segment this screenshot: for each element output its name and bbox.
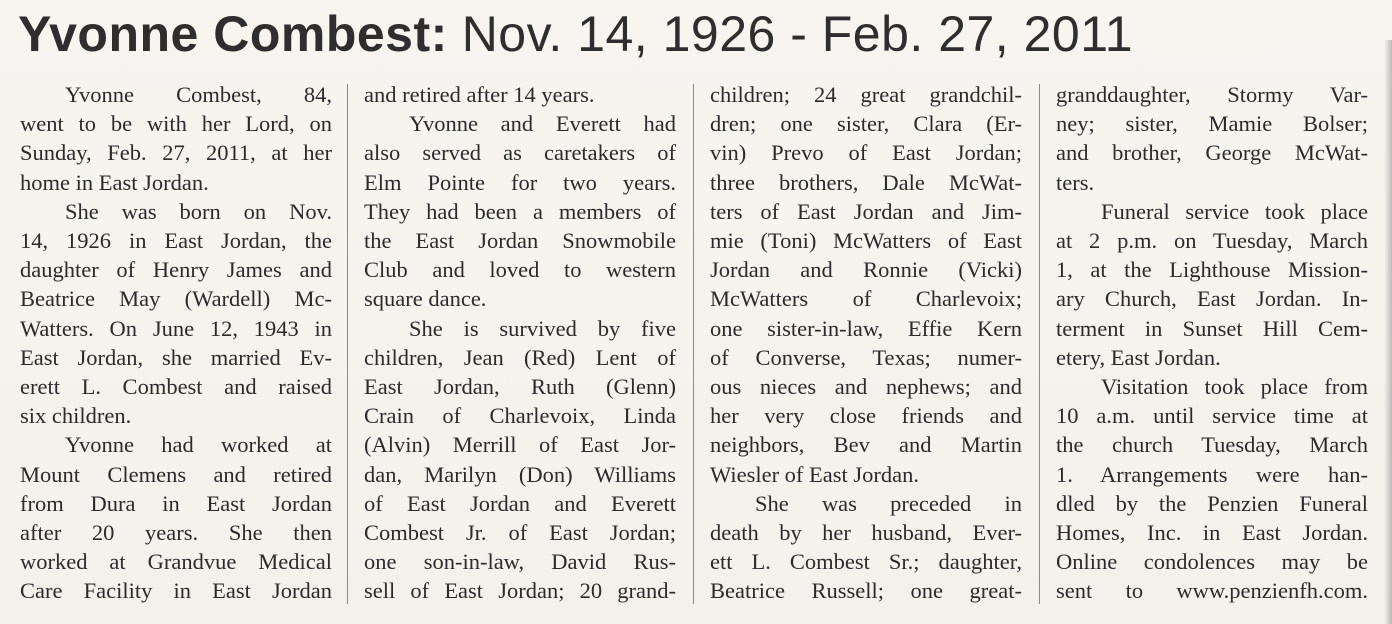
text-line: etery, East Jordan. bbox=[1056, 344, 1221, 370]
text-line: Watters. On June 12, 1943 in bbox=[20, 315, 332, 341]
text-line: ney; sister, Mamie Bolser; bbox=[1056, 111, 1368, 137]
text-line: the church Tuesday, March bbox=[1056, 432, 1368, 458]
text-line: death by her husband, Ever- bbox=[710, 520, 1022, 546]
text-line: from Dura in East Jordan bbox=[20, 490, 332, 516]
text-line: ary Church, East Jordan. In- bbox=[1056, 286, 1368, 312]
text-line: mie (Toni) McWatters of East bbox=[710, 228, 1022, 254]
text-line: erett L. Combest and raised bbox=[20, 374, 332, 400]
text-line: Mount Clemens and retired bbox=[20, 461, 332, 487]
text-line: She was preceded in bbox=[755, 490, 1022, 516]
text-line: 14, 1926 in East Jordan, the bbox=[20, 228, 332, 254]
text-line: Online condolences may be bbox=[1056, 549, 1368, 575]
text-line: Yvonne had worked at bbox=[65, 432, 332, 458]
text-line: vin) Prevo of East Jordan; bbox=[710, 140, 1022, 166]
text-line: Beatrice Russell; one great- bbox=[710, 578, 1022, 604]
text-line: children, Jean (Red) Lent of bbox=[364, 344, 676, 370]
text-line: Yvonne and Everett had bbox=[409, 111, 676, 137]
text-column-2 bbox=[364, 80, 676, 606]
text-line: Sunday, Feb. 27, 2011, at her bbox=[20, 140, 332, 166]
text-line: McWatters of Charlevoix; bbox=[710, 286, 1022, 312]
headline-name: Yvonne Combest: bbox=[18, 6, 448, 62]
text-line: East Jordan, she married Ev- bbox=[20, 344, 332, 370]
text-line: her very close friends and bbox=[710, 403, 1022, 429]
text-line: Beatrice May (Wardell) Mc- bbox=[20, 286, 332, 312]
column-rule bbox=[347, 84, 348, 604]
text-line: granddaughter, Stormy Var- bbox=[1056, 82, 1368, 107]
text-line: three brothers, Dale McWat- bbox=[710, 169, 1022, 195]
text-line: ters. bbox=[1056, 169, 1095, 195]
column-rule bbox=[693, 84, 694, 604]
text-line: sent to www.penzienfh.com. bbox=[1056, 578, 1368, 604]
text-line: children; 24 great grandchil- bbox=[710, 82, 1022, 107]
text-line: ett L. Combest Sr.; daughter, bbox=[710, 549, 1022, 575]
text-line: (Alvin) Merrill of East Jor- bbox=[364, 432, 676, 458]
text-column-3 bbox=[710, 80, 1022, 606]
text-line: Yvonne Combest, 84, bbox=[65, 82, 332, 107]
text-line: Care Facility in East Jordan bbox=[20, 578, 332, 604]
text-line: at 2 p.m. on Tuesday, March bbox=[1056, 228, 1368, 254]
text-line: Homes, Inc. in East Jordan. bbox=[1056, 520, 1368, 546]
text-line: Elm Pointe for two years. bbox=[364, 169, 676, 195]
text-line: and brother, George McWat- bbox=[1056, 140, 1368, 166]
page-edge-shadow bbox=[1384, 40, 1392, 624]
text-line: the East Jordan Snowmobile bbox=[364, 228, 676, 254]
text-line: She is survived by five bbox=[409, 315, 676, 341]
text-line: Combest Jr. of East Jordan; bbox=[364, 520, 676, 546]
text-line: went to be with her Lord, on bbox=[20, 111, 332, 137]
text-line: She was born on Nov. bbox=[65, 198, 332, 224]
text-line: 1. Arrangements were han- bbox=[1056, 461, 1368, 487]
text-line: dan, Marilyn (Don) Williams bbox=[364, 461, 676, 487]
text-line: square dance. bbox=[364, 286, 487, 312]
headline bbox=[18, 4, 1133, 64]
text-line: Funeral service took place bbox=[1101, 198, 1368, 224]
text-line: worked at Grandvue Medical bbox=[20, 549, 332, 575]
headline-dates: Nov. 14, 1926 - Feb. 27, 2011 bbox=[461, 6, 1134, 62]
text-line: East Jordan, Ruth (Glenn) bbox=[364, 374, 676, 400]
text-line: daughter of Henry James and bbox=[20, 257, 332, 283]
text-line: of East Jordan and Everett bbox=[364, 490, 676, 516]
text-line: one sister-in-law, Effie Kern bbox=[710, 315, 1022, 341]
text-line: and retired after 14 years. bbox=[364, 82, 595, 107]
text-line: Crain of Charlevoix, Linda bbox=[364, 403, 676, 429]
text-line: six children. bbox=[20, 403, 132, 429]
text-line: also served as caretakers of bbox=[364, 140, 676, 166]
text-line: after 20 years. She then bbox=[20, 520, 332, 546]
text-line: one son-in-law, David Rus- bbox=[364, 549, 676, 575]
text-line: ters of East Jordan and Jim- bbox=[710, 198, 1022, 224]
text-column-1 bbox=[20, 80, 332, 606]
text-line: They had been a members of bbox=[364, 198, 676, 224]
text-line: home in East Jordan. bbox=[20, 169, 209, 195]
text-line: dren; one sister, Clara (Er- bbox=[710, 111, 1022, 137]
text-column-4 bbox=[1056, 80, 1368, 606]
text-line: neighbors, Bev and Martin bbox=[710, 432, 1022, 458]
text-line: Wiesler of East Jordan. bbox=[710, 461, 920, 487]
column-rule bbox=[1039, 84, 1040, 604]
text-line: 10 a.m. until service time at bbox=[1056, 403, 1368, 429]
text-line: Club and loved to western bbox=[364, 257, 676, 283]
text-line: sell of East Jordan; 20 grand- bbox=[364, 578, 676, 604]
text-line: ous nieces and nephews; and bbox=[710, 374, 1022, 400]
text-line: of Converse, Texas; numer- bbox=[710, 344, 1022, 370]
text-line: dled by the Penzien Funeral bbox=[1056, 490, 1368, 516]
text-line: terment in Sunset Hill Cem- bbox=[1056, 315, 1368, 341]
text-line: Visitation took place from bbox=[1101, 374, 1368, 400]
text-line: 1, at the Lighthouse Mission- bbox=[1056, 257, 1368, 283]
text-line: Jordan and Ronnie (Vicki) bbox=[710, 257, 1022, 283]
